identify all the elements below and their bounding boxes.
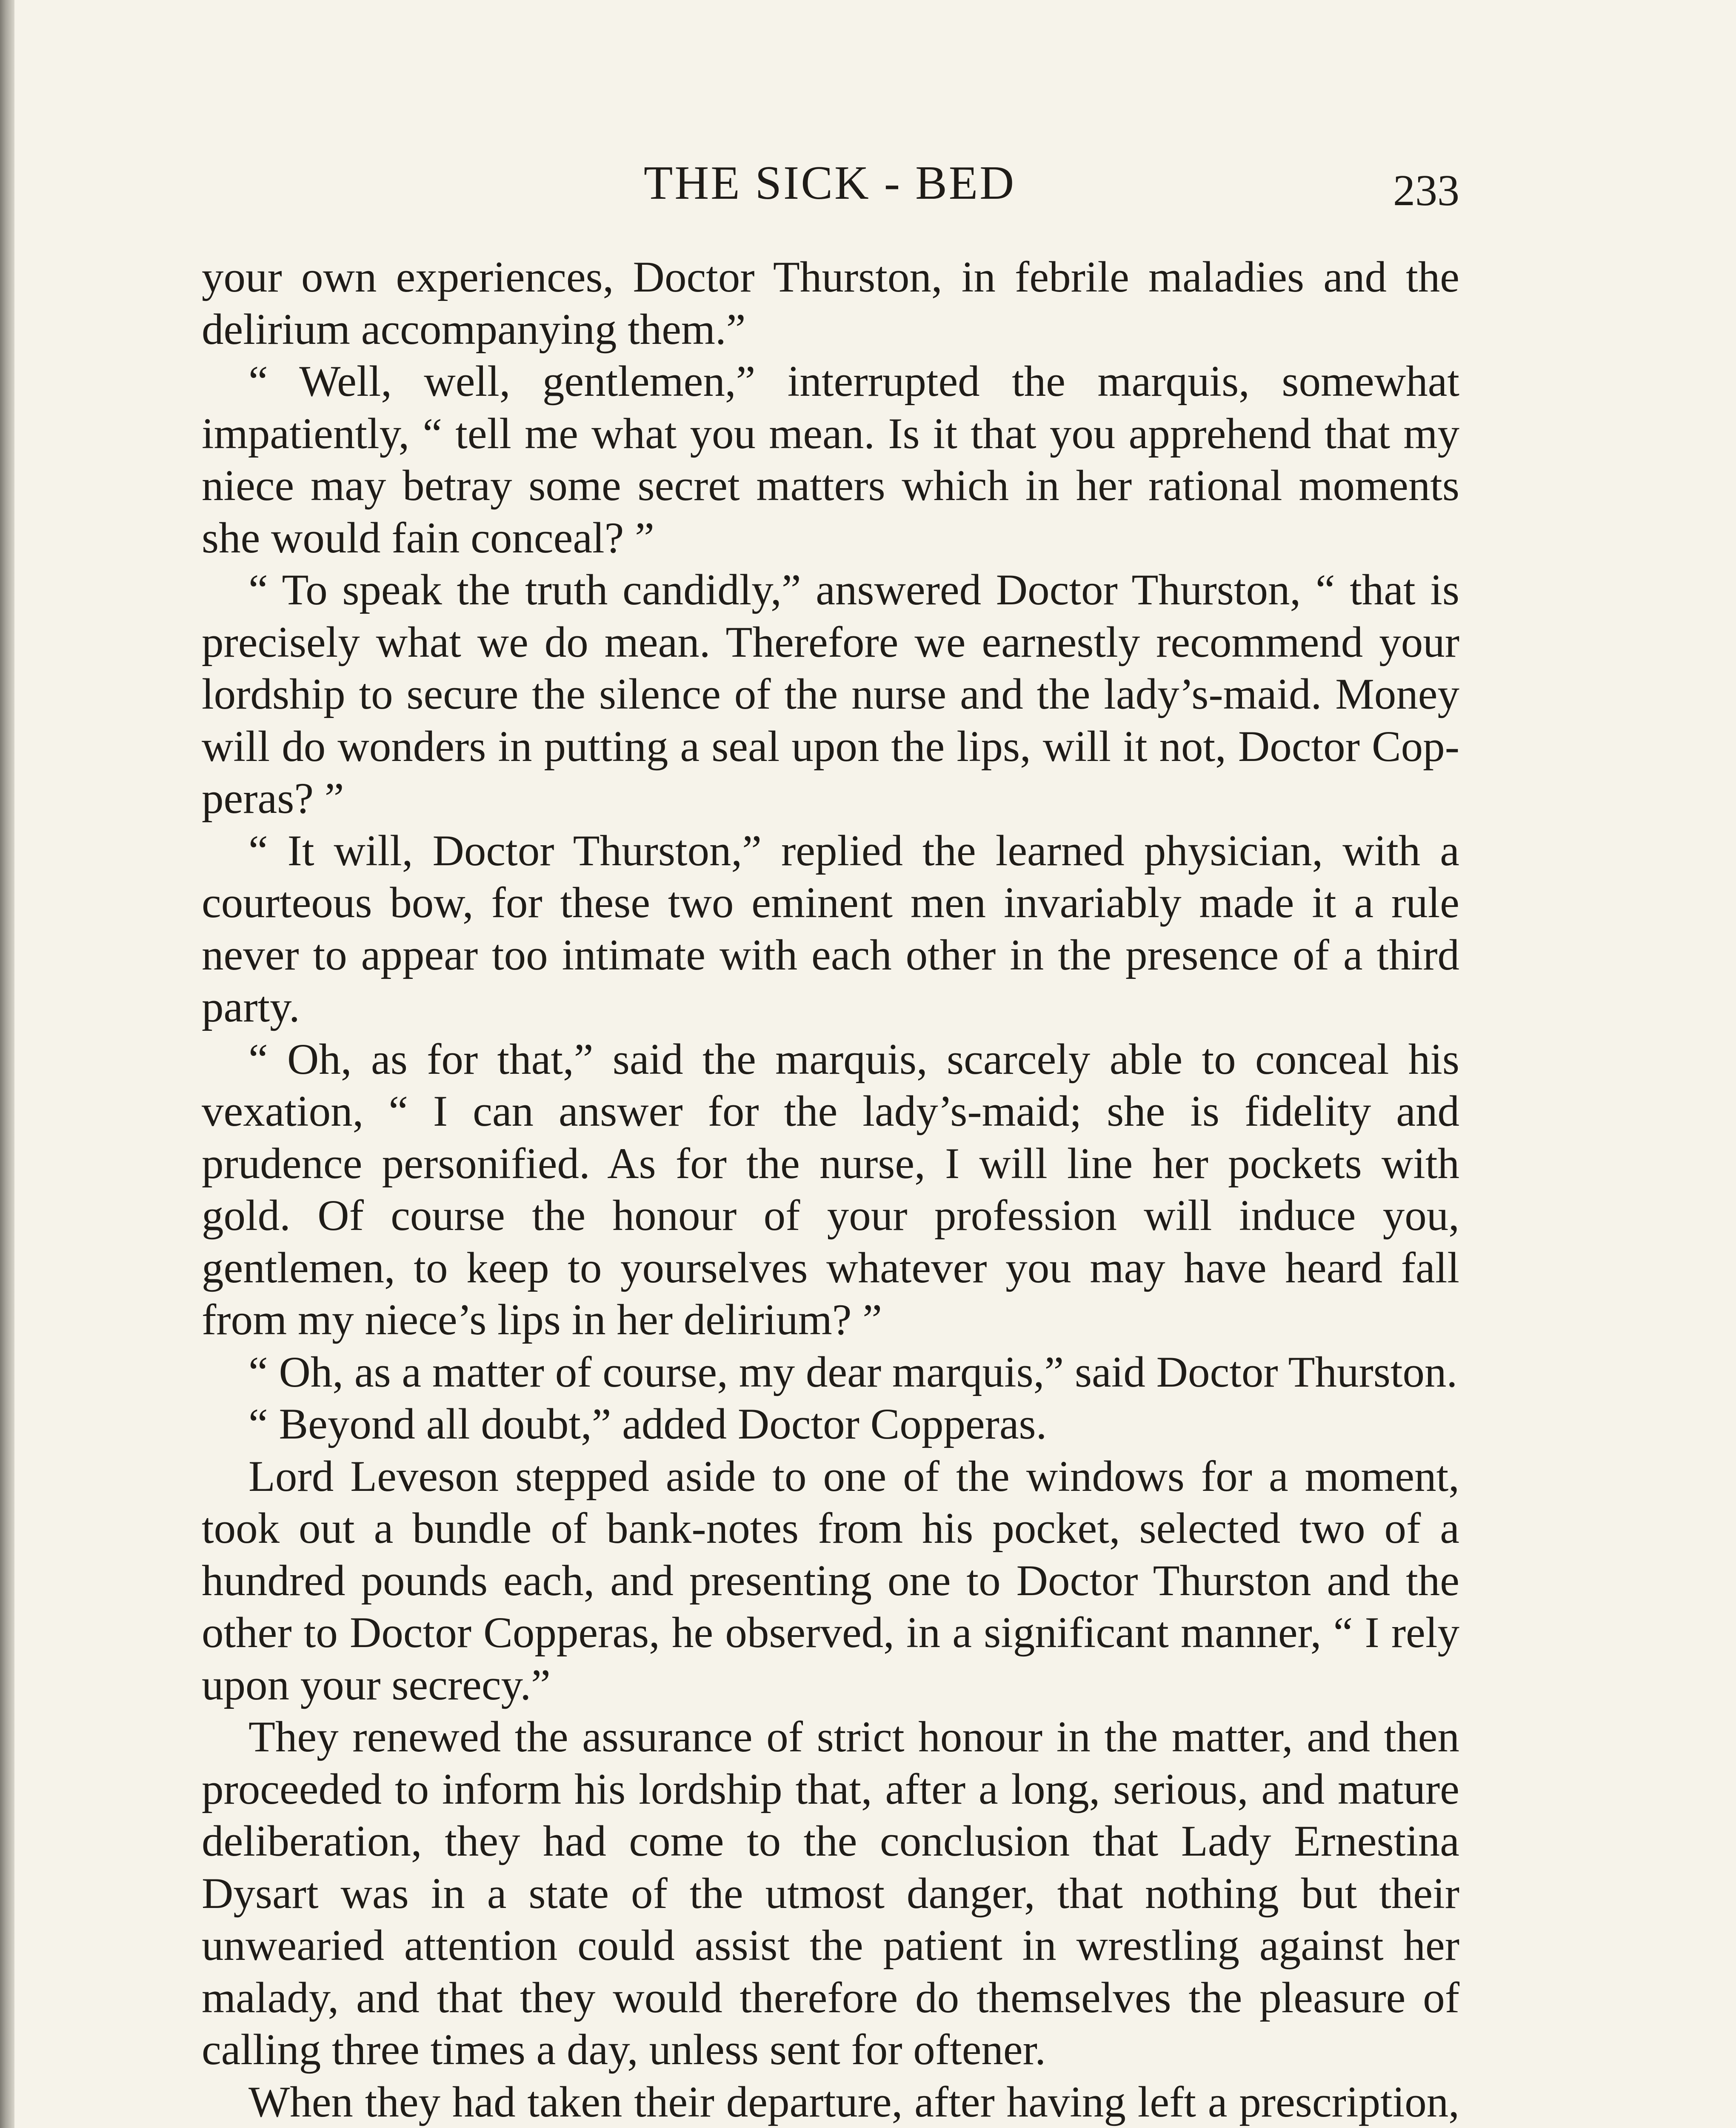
page-binding-edge	[0, 0, 14, 2128]
running-title: THE SICK - BED	[643, 157, 1016, 209]
paragraph-6: “ Oh, as a matter of course, my dear marquis,” said Doctor Thurston.	[248, 1347, 1458, 1396]
paragraph-4: “ It will, Doctor Thurston,” replied the learned physician, with a courteous bow, for these two eminent men invariably made it a rule never to appear too intimate with each other in the presence of a third party.	[202, 826, 1459, 1031]
paragraph-3: “ To speak the truth candidly,” answered Doctor Thurston, “ that is precisely what we do mean. Therefore we earnestly recommend your lordship to secure the silence of the nurse and the lady’s-maid. Money will do wonders in putting a seal upon the lips, will it not, Doctor Copperas? ”	[202, 566, 1459, 823]
paragraph-1: your own experiences, Doctor Thurston, in febrile maladies and the delirium accompanying them.”	[202, 253, 1459, 354]
paragraph-8: Lord Leveson stepped aside to one of the windows for a moment, took out a bundle of bank-notes from his pocket, selected two of a hundred pounds each, and presenting one to Doctor Thurston and the other to Doctor Copperas, he observed, in a significant manner, “ I rely upon your secrecy.”	[202, 1452, 1459, 1709]
paragraph-9: They renewed the assurance of strict honour in the matter, and then proceeded to inform his lordship that, after a long, serious, and mature deliberation, they had come to the conclusion that Lady Ernestina Dysart was in a state of the utmost danger, that nothing but their unwearied attention could assist the patient in wrestling against her malady, and that they would therefore do themselves the pleasure of calling three times a day, unless sent for oftener.	[202, 1713, 1459, 2074]
paragraph-10: When they had taken their departure, after having left a prescription,	[248, 2077, 1459, 2126]
paragraph-5: “ Oh, as for that,” said the marquis, scarcely able to conceal his vexation, “ I can answer for the lady’s-maid; she is fidelity and prudence personified. As for the nurse, I will line her pockets with gold. Of course the honour of your profession will induce you, gentlemen, to keep to yourselves whatever you may have heard fall from my niece’s lips in her delirium? ”	[202, 1035, 1459, 1344]
paragraph-7: “ Beyond all doubt,” added Doctor Copperas.	[248, 1400, 1047, 1448]
page-number: 233	[1393, 166, 1459, 215]
body-text	[202, 251, 1459, 2128]
page-header	[200, 153, 1459, 217]
paragraph-2: “ Well, well, gentlemen,” interrupted the marquis, somewhat impatiently, “ tell me what you mean. Is it that you apprehend that my niece may betray some secret matters which in her rational moments she would fain conceal? ”	[202, 357, 1459, 562]
